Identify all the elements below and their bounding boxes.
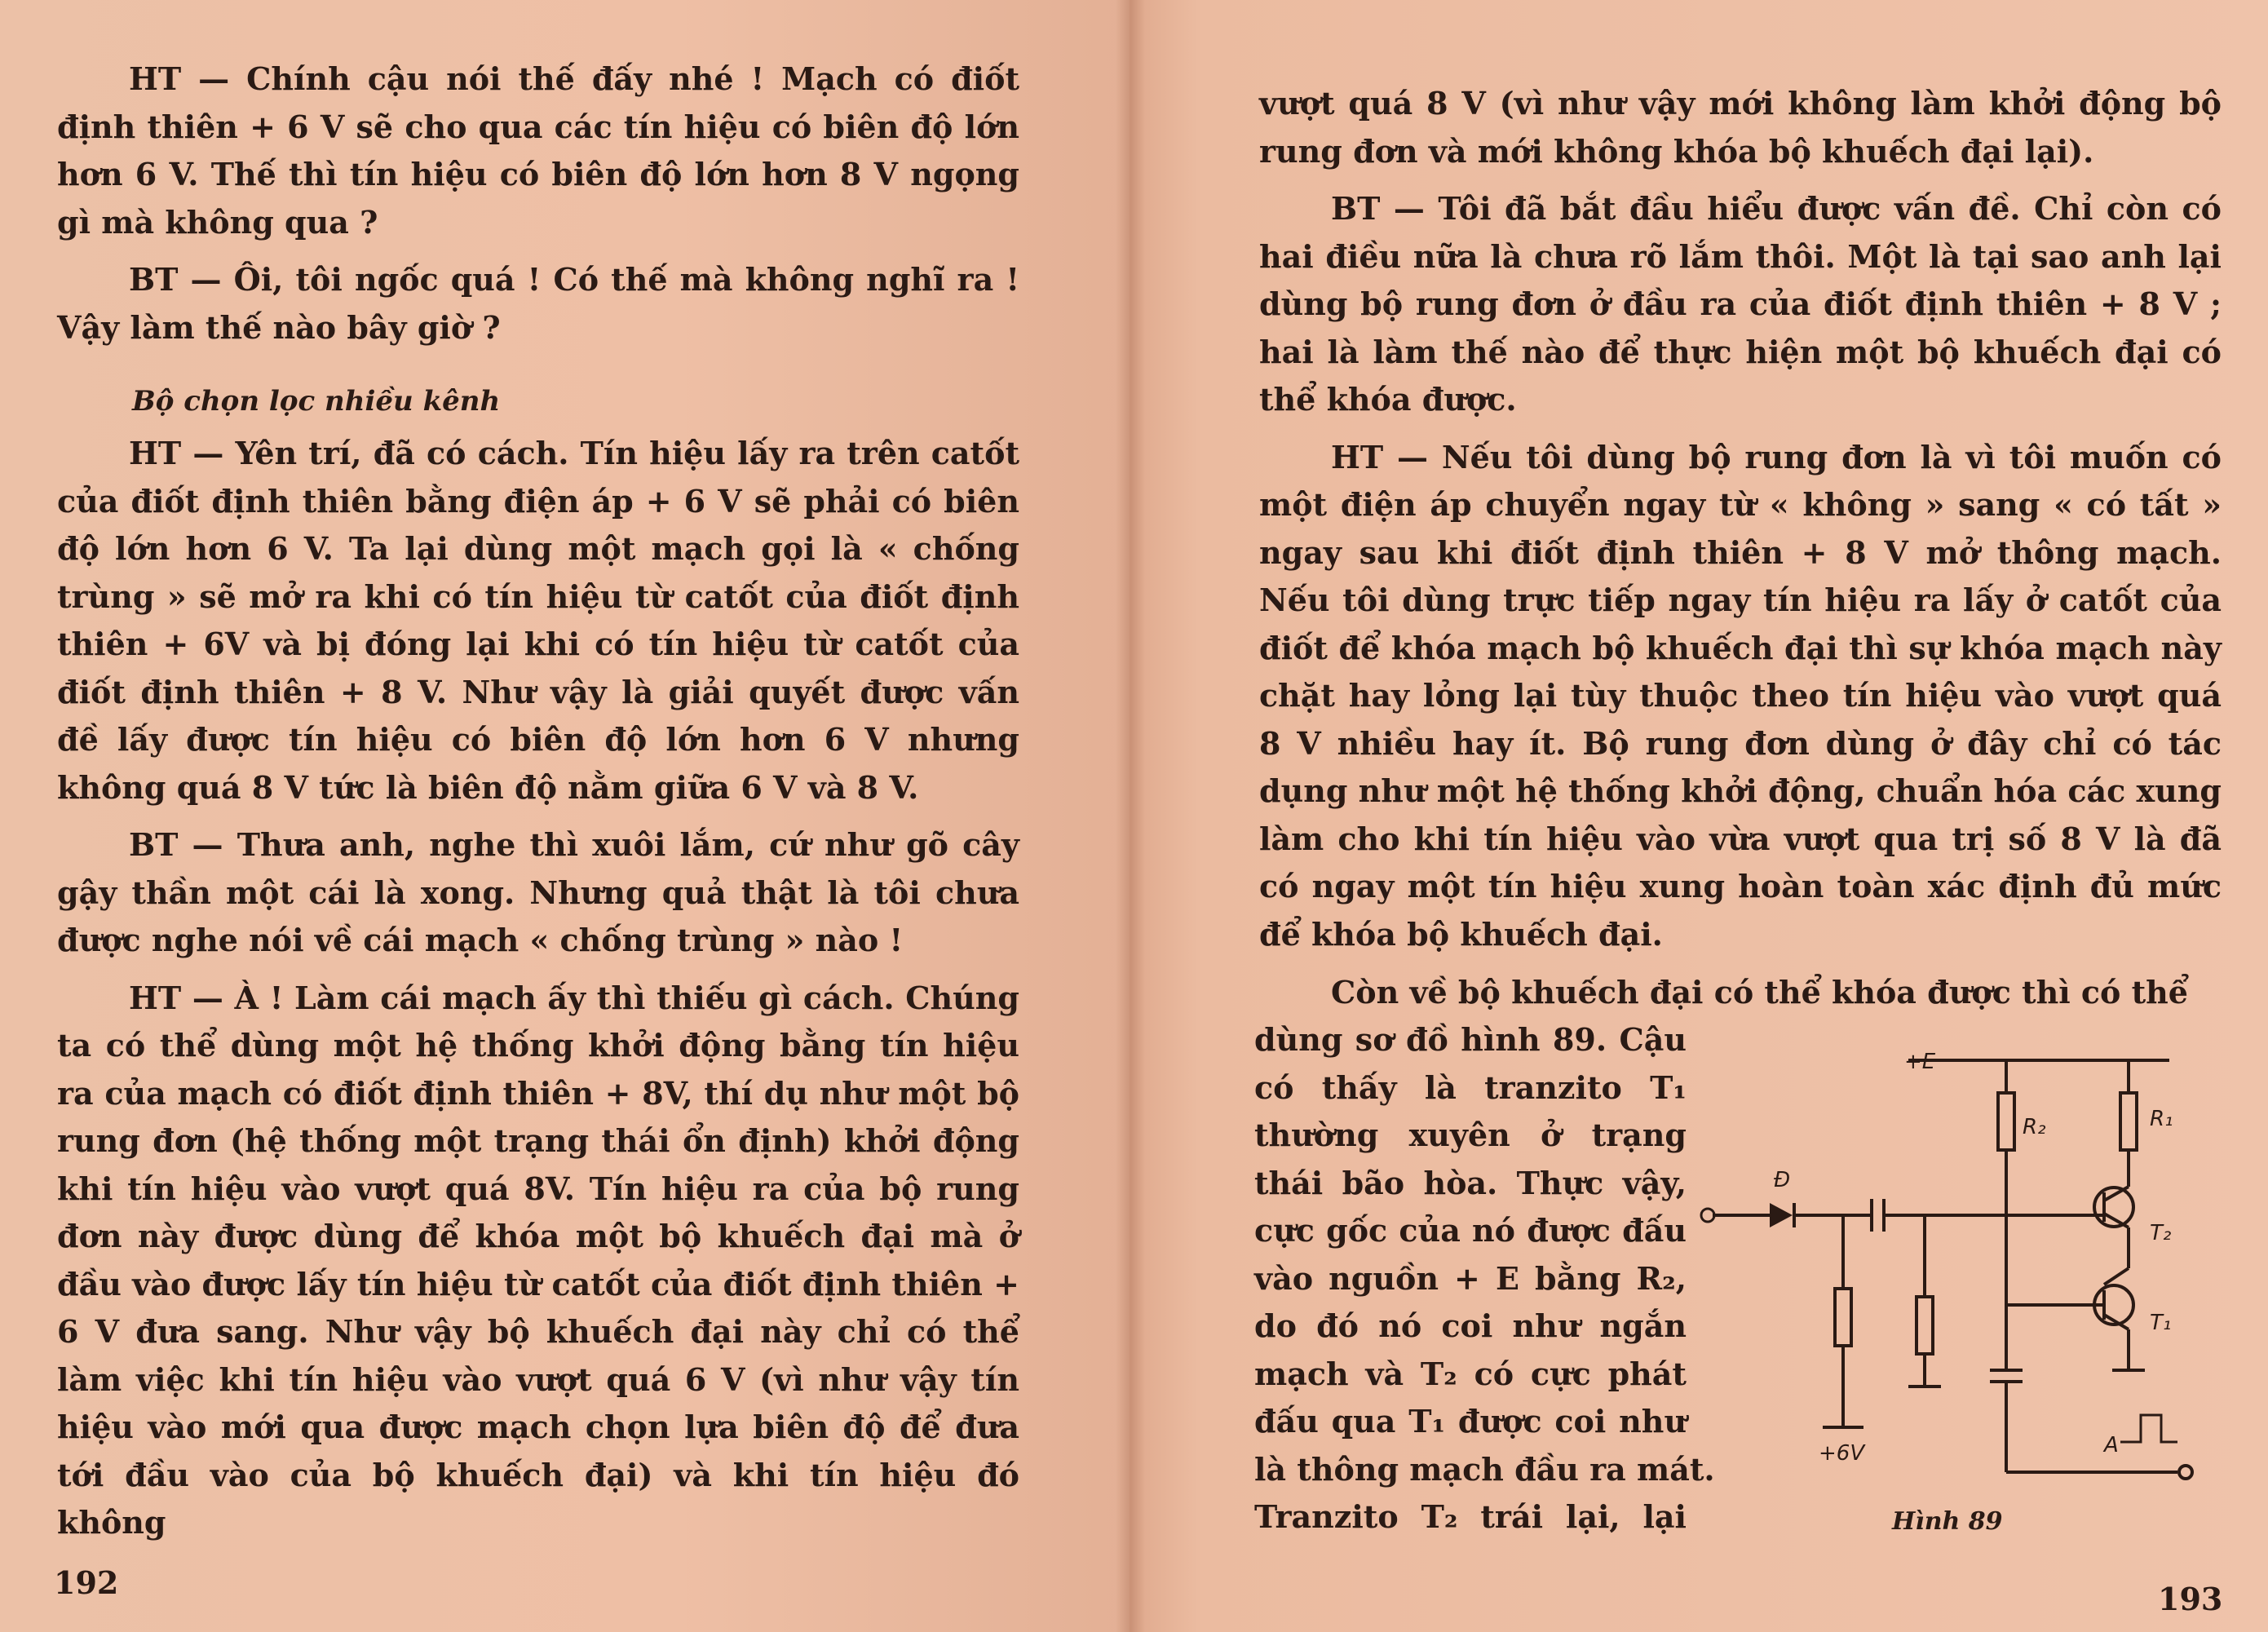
resistor-r2 xyxy=(1998,1093,2014,1150)
paragraph-ht-3: HT — À ! Làm cái mạch ấy thì thiếu gì cách. Chúng ta có thể dùng một hệ thống khởi động bằng tín hiệu ra của mạch có điốt định thiên + 8V, thí dụ như một bộ rung đơn (hệ thống một trạng thái ổn định) khởi động khi tín hiệu vào vượt quá 8V. Tín hiệu ra của bộ rung đơn này được dùng để khóa một bộ khuếch đại mà ở đầu vào được lấy tín hiệu từ catốt của điốt định thiên + 6 V đưa sang. Như vậy bộ khuếch đại này chỉ có thể làm việc khi tín hiệu vào vượt quá 6 V (vì như vậy tín hiệu vào mới qua được mạch chọn lựa biên độ để đưa tới đầu vào của bộ khuếch đại) và khi tín hiệu đó không xyxy=(57,979,1019,1541)
figure-caption: Hình 89 xyxy=(1892,1507,2003,1536)
section-title: Bộ chọn lọc nhiều kênh xyxy=(132,385,501,418)
right-page-text xyxy=(1259,80,2222,968)
wrap-line: do đó nó coi như ngắn xyxy=(1254,1307,1687,1344)
wrap-line: dùng sơ đồ hình 89. Cậu xyxy=(1254,1021,1687,1058)
paragraph-last-first-line: Còn về bộ khuếch đại có thể khóa được thì có thể xyxy=(1331,974,2188,1011)
left-page-text xyxy=(57,55,1019,1557)
wrap-line: mạch và T₂ có cực phát xyxy=(1254,1355,1687,1392)
paragraph-bt-3: BT — Tôi đã bắt đầu hiểu được vấn đề. Chỉ còn có hai điều nữa là chưa rõ lắm thôi. Một là tại sao anh lại dùng bộ rung đơn ở đầu ra của điốt định thiên + 8 V ; hai là làm thế nào để thực hiện một bộ khuếch đại có thể khóa được. xyxy=(1259,190,2222,418)
paragraph-continuation: vượt quá 8 V (vì như vậy mới không làm khởi động bộ rung đơn và mới không khóa bộ khuếch đại lại). xyxy=(1259,85,2222,170)
wrap-line: Tranzito T₂ trái lại, lại xyxy=(1254,1498,1687,1535)
resistor-r1 xyxy=(2120,1093,2137,1150)
label-r1: R₁ xyxy=(2150,1107,2173,1131)
label-plus-6v: +6V xyxy=(1819,1441,1865,1466)
circuit-diagram xyxy=(1696,1044,2218,1574)
paragraph-ht-4: HT — Nếu tôi dùng bộ rung đơn là vì tôi muốn có một điện áp chuyển ngay từ « không » sang « có tất » ngay sau khi điốt định thiên + 8 V mở thông mạch. Nếu tôi dùng trực tiếp ngay tín hiệu ra lấy ở catốt của điốt để khóa mạch bộ khuếch đại thì sự khóa mạch này chặt hay lỏng lại tùy thuộc theo tín hiệu vào vượt quá 8 V nhiều hay ít. Bộ rung đơn dùng ở đây chỉ có tác dụng như một hệ thống khởi động, chuẩn hóa các xung làm cho khi tín hiệu vào vừa vượt qua trị số 8 V là đã có ngay một tín hiệu xung hoàn toàn xác định đủ mức để khóa bộ khuếch đại. xyxy=(1259,438,2222,953)
paragraph-bt-2: BT — Thưa anh, nghe thì xuôi lắm, cứ như gõ cây gậy thần một cái là xong. Nhưng quả thật là tôi chưa được nghe nói về cái mạch « chống trùng » nào ! xyxy=(57,826,1019,958)
paragraph-ht-2: HT — Yên trí, đã có cách. Tín hiệu lấy ra trên catốt của điốt định thiên bằng điện áp + 6 V sẽ phải có biên độ lớn hơn 6 V. Ta lại dùng một mạch gọi là « chống trùng » sẽ mở ra khi có tín hiệu từ catốt của điốt định thiên + 6V và bị đóng lại khi có tín hiệu từ catốt của điốt định thiên + 8 V. Như vậy là giải quyết được vấn đề lấy được tín hiệu có biên độ lớn hơn 6 V nhưng không quá 8 V tức là biên độ nằm giữa 6 V và 8 V. xyxy=(57,435,1019,806)
wrap-line: cực gốc của nó được đấu xyxy=(1254,1212,1687,1249)
paragraph-ht-1: HT — Chính cậu nói thế đấy nhé ! Mạch có điốt định thiên + 6 V sẽ cho qua các tín hiệu có biên độ lớn hơn 6 V. Thế thì tín hiệu có biên độ lớn hơn 8 V ngọng gì mà không qua ? xyxy=(57,60,1019,241)
page-number-right: 193 xyxy=(2158,1581,2223,1617)
label-t2: T₂ xyxy=(2150,1221,2172,1245)
label-r2: R₂ xyxy=(2023,1115,2046,1139)
wrap-line: thường xuyên ở trạng xyxy=(1254,1117,1687,1153)
wrap-line: vào nguồn + E bằng R₂, xyxy=(1254,1259,1687,1297)
label-output-a: A xyxy=(2104,1433,2119,1457)
label-diode: Đ xyxy=(1774,1168,1791,1192)
book-gutter xyxy=(1116,0,1145,1632)
diode-symbol xyxy=(1770,1203,1793,1227)
figure-wrap-text xyxy=(1254,1016,1715,1541)
label-plus-e: +E xyxy=(1904,1050,1936,1074)
paragraph-bt-1: BT — Ôi, tôi ngốc quá ! Có thế mà không nghĩ ra ! Vậy làm thế nào bây giờ ? xyxy=(57,261,1019,346)
page-number-left: 192 xyxy=(54,1564,119,1601)
wrap-line: là thông mạch đầu ra mát. xyxy=(1254,1450,1715,1488)
wrap-line: đấu qua T₁ được coi như xyxy=(1254,1403,1687,1440)
wrap-line: có thấy là tranzito T₁ xyxy=(1254,1068,1687,1106)
wrap-line: thái bão hòa. Thực vậy, xyxy=(1254,1164,1687,1201)
label-t1: T₁ xyxy=(2150,1311,2172,1335)
